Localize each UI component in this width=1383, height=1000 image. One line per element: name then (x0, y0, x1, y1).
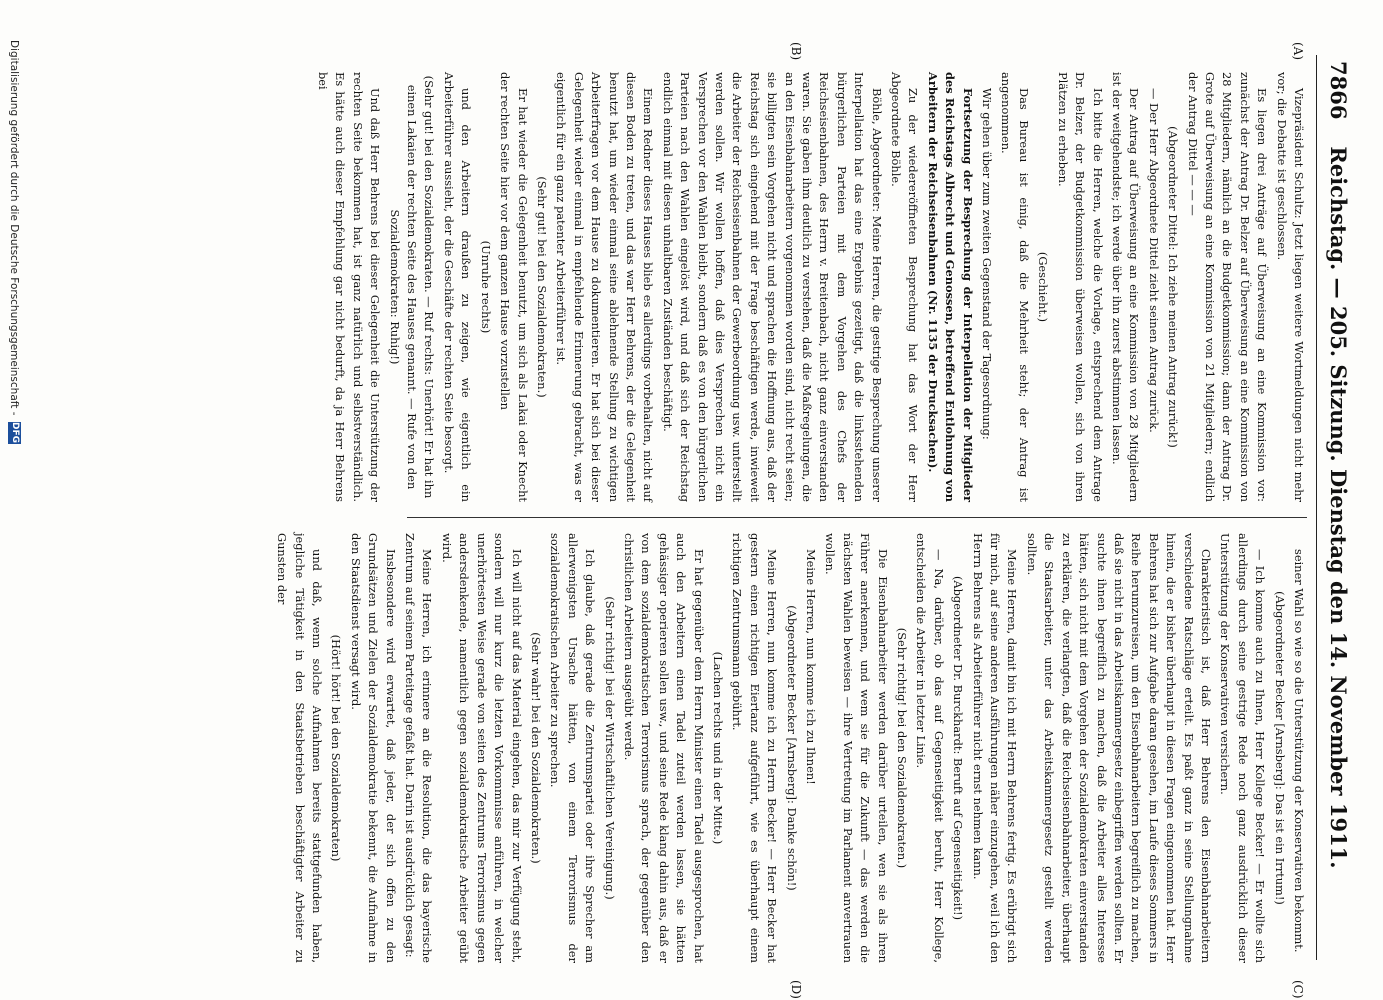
margin-marker-a: (A) (1291, 42, 1305, 61)
paragraph: Ich glaube, daß gerade die Zentrumspartei oder ihre Sprecher am allerwenigsten Ursache hätten, von einem Terrorismus der sozialdemokratischen Arbeiter zu sprechen. (548, 533, 598, 963)
margin-marker-d: (D) (789, 980, 803, 999)
interjection: (Sehr gut! bei den Sozialdemokraten.) (534, 176, 549, 398)
paragraph: seiner Wahl so wie so die Unterstützung der Konservativen bekommt. (1292, 549, 1306, 953)
margin-marker-b: (B) (789, 42, 803, 61)
interjection: (Abgeordneter Becker [Arnsberg]: Das ist ein Irrtum!) (1272, 591, 1287, 905)
paragraph: Zu der wiedereröffneten Besprechung hat das Wort der Herr Abgeordnete Böhle. (889, 72, 921, 502)
page-title: Reichstag. — 205. Sitzung. Dienstag den 14. November 1911. (1326, 146, 1351, 869)
interjection: (Abgeordneter Dr. Burckhardt: Beruft auf Gegenseitigkeit!) (951, 575, 966, 921)
paragraph: — Ich komme auch zu Ihnen, Herr Kollege Becker! — Er wollte sich allerdings durch seine gestrige Rede noch ganz ausdrücklich dieser Unterstützung der Konservativen versichern. (1218, 533, 1268, 963)
paragraph: Vizepräsident Schultz: Jetzt liegen weitere Wortmeldungen nicht mehr vor; die Debatte ist geschlossen. (1274, 72, 1306, 502)
paragraph: Meine Herren, ich erinnere an die Resolution, die das bayerische Zentrum auf seinem Parteitage gefaßt hat. Darin ist ausdrücklich gesagt: (403, 533, 435, 963)
paragraph: Es liegen drei Anträge auf Überweisung an eine Kommission vor: zunächst der Antrag Dr. Belzer auf Überweisung an eine Kommission von 28 Mitgliedern, nämlich an die Budgetkommission; dann der Antrag Dr. Grote auf Überweisung an eine Kommission von 21 Mitgliedern; endlich der Antrag Dittel — — — (1185, 72, 1270, 502)
page-number: 7866 (1326, 61, 1351, 120)
quotation: Insbesondere wird erwartet, daß jeder, der sich offen zu den Grundsätzen und Zielen der Sozialdemokratie bekennt, die Aufnahme in den Staatsdienst versagt wird. (348, 533, 398, 963)
dfg-logo: DFG (10, 422, 20, 444)
paragraph: — Der Herr Abgeordnete Dittel zieht seinen Antrag zurück. (1146, 88, 1161, 433)
paragraph: Die Eisenbahnarbeiter werden darüber urteilen, wen sie als ihren Führer anerkennen, und wem sie für die Zukunft — das werden die nächsten Wahlen beweisen — ihre Vertretung im Parlament anvertrauen wollen. (823, 533, 890, 963)
interjection: (Hört! hört! bei den Sozialdemokraten) (329, 634, 344, 862)
right-column (275, 533, 1307, 964)
margin-marker-c: (C) (1291, 980, 1305, 999)
page-header (1316, 55, 1361, 960)
digitization-credit (8, 40, 21, 444)
paragraph: Das Bureau ist einig, daß die Mehrheit steht; der Antrag ist angenommen. (999, 72, 1031, 502)
speech-paragraph: Böhle, Abgeordneter: Meine Herren, die gestrige Besprechung unserer Interpellation hat das eine Ergebnis gezeitigt, daß die linksstehenden bürgerlichen Parteien mit dem Vorgehen des Chefs der Reichseisenbahnen, des Herrn v. Breitenbach, nicht ganz einverstanden waren. Sie gaben ihm deutlich zu verstehen, daß die Maßregelungen, die an den Eisenbahnarbeitern vorgenommen worden sind, nicht recht seien; sie billigten sein Vorgehen nicht und sprachen die Hoffnung aus, daß der Reichstag sich eingehend mit der Frage beschäftigen werde, inwieweit die Arbeiter der Reichseisenbahnen der Gewerbeordnung usw. unterstellt werden sollen. Wir wollen hoffen, daß dies Versprechen nicht ein Versprechen vor den Wahlen bleibt, sondern daß es von den bürgerlichen Parteien nach den Wahlen eingelöst wird, und daß sich der Reichstag endlich einmal mit diesen unhaltbaren Zuständen beschäftigt. (660, 72, 884, 502)
paragraph: Er hat wieder die Gelegenheit benutzt, um sich als Lakai oder Knecht der rechten Seite hier vor dem ganzen Hause vorzustellen (498, 72, 530, 502)
credit-text: Digitalisierung gefördert durch die Deutsche Forschungsgemeinschaft - (8, 40, 21, 416)
paragraph: Er hat gegenüber dem Herrn Minister einen Tadel ausgesprochen, hat auch den Arbeitern einen Tadel zuteil werden lassen, sie hätten gehässiger operieren sollen usw., und seine Rede klang dahin aus, daß er von dem sozialdemokratischen Terrorismus sprach, der gegenüber den christlichen Arbeitern ausgeübt werde. (621, 533, 706, 963)
paragraph: Einem Redner dieses Hauses blieb es allerdings vorbehalten, nicht auf diesen Boden zu treten, und das war Herr Behrens, der die Gelegenheit benutzt hat, um wieder einmal seine ablehnende Stellung zu wichtigen Arbeiterfragen vor dem Hause zu dokumentieren. Er hat sich bei dieser Gelegenheit wieder einmal in empfehlende Erinnerung gebracht, was er eigentlich für ein ganz patenter Arbeiterführer ist. (554, 72, 656, 502)
agenda-item: Fortsetzung der Besprechung der Interpellation der Mitglieder des Reichstags Albrecht und Genossen, betreffend Entlohnung von Arbeitern der Reichseisenbahnen (Nr. 1135 der Drucksachen). (925, 72, 975, 502)
paragraph: Meine Herren, nun komme ich zu Ihnen! (804, 549, 819, 785)
interjection: (Sehr richtig! bei der Wirtschaftlichen Vereinigung.) (602, 596, 617, 900)
paragraph: Der Antrag auf Überweisung an eine Kommission von 28 Mitgliedern ist der weitgehendste; ich werde über ihn zuerst abstimmen lassen. (1109, 72, 1142, 502)
column-divider (407, 517, 1307, 518)
paragraph: Ich bitte die Herren, welche die Vorlage, entsprechend dem Antrage Dr. Belzer, der Budgetkommission überweisen wollen, sich von ihren Plätzen zu erheben. (1055, 72, 1105, 502)
interjection: (Sehr gut! bei den Sozialdemokraten. — Ruf rechts: Unerhört! Er hat ihn einen Lakaien der rechten Seite des Hauses genannt. — Rufe von den Sozialdemokraten: Ruhig!) (387, 75, 437, 499)
paragraph: und den Arbeitern draußen zu zeigen, wie eigentlich ein Arbeiterführer aussieht, der die Geschäfte der rechten Seite besorgt. (441, 72, 474, 502)
paragraph: — Na, darüber, ob das auf Gegenseitigkeit beruht, Herr Kollege, entscheiden die Arbeiter in letzter Linie. (914, 533, 946, 963)
interjection: (Lachen rechts und in der Mitte.) (711, 651, 725, 845)
paragraph: Wir gehen über zum zweiten Gegenstand der Tagesordnung: (980, 88, 995, 440)
interjection: (Unruhe rechts) (478, 240, 493, 334)
interjection: (Sehr richtig! bei den Sozialdemokraten.) (895, 627, 910, 869)
interjection: (Abgeordneter Becker [Arnsberg]: Danke schön!) (784, 605, 799, 891)
interjection: (Sehr wahr! bei den Sozialdemokraten.) (528, 632, 543, 864)
paragraph: Und daß Herr Behrens bei dieser Gelegenheit die Unterstützung der rechten Seite bekommen hat, ist ganz natürlich und selbstverständlich. Es hätte auch dieser Empfehlung gar nicht bedurft, da ja Herr Behrens bei (316, 72, 383, 502)
left-column (316, 72, 1307, 502)
interjection: (Geschieht.) (1036, 251, 1051, 323)
interjection: (Abgeordneter Dittel: Ich ziehe meinen Antrag zurück!) (1166, 126, 1181, 448)
paragraph: Charakteristisch ist, daß Herr Behrens den Eisenbahnarbeitern verschiedene Ratschläge erteilt. Es paßt ganz in seine Stellungnahme hinein, die er bisher überhaupt in diesen Fragen eingenommen hat. Herr Behrens hat sich zur Aufgabe daran gesehen, im Laufe dieses Sommers in Reihe herumzureisen, um den Eisenbahnarbeitern begreiflich zu machen, daß sie nicht in das Arbeitskammergesetz einbegriffen werden sollten. Er suchte ihnen begreiflich zu machen, daß die Arbeiter alles Interesse hätten, sich nicht mit dem Vorgehen der Sozialdemokraten einverstanden zu erklären, die verlangten, daß die Reichseisenbahnarbeiter, überhaupt die Staatsarbeiter, unter das Arbeitskammergesetz gestellt werden sollten. (1024, 533, 1213, 964)
quotation: und daß, wenn solche Aufnahmen bereits stattgefunden haben, jegliche Tätigkeit in den Staatsbetrieben beschäftigter Arbeiter zu Gunsten der (275, 533, 325, 963)
paragraph: Meine Herren, damit bin ich mit Herrn Behrens fertig. Es erübrigt sich für mich, auf seine anderen Ausführungen näher einzugehen, weil ich den Herrn Behrens als Arbeiterführer nicht ernst nehmen kann. (970, 533, 1020, 963)
paragraph: Ich will nicht auf das Material eingehen, das mir zur Verfügung steht, sondern will nur kurz die letzten Vorkommnisse anführen, in welcher unerhörtesten Weise gerade von seiten des Zentrums Terrorismus gegen andersdenkende, namentlich gegen sozialdemokratische Arbeiter geübt wird. (439, 533, 524, 963)
paragraph: Meine Herren, nun komme ich zu Herrn Becker! — Herr Becker hat gestern einen richtigen Eiertanz aufgeführt, wie es überhaupt einem richtigen Zentrumsmann gebührt. (730, 533, 780, 963)
